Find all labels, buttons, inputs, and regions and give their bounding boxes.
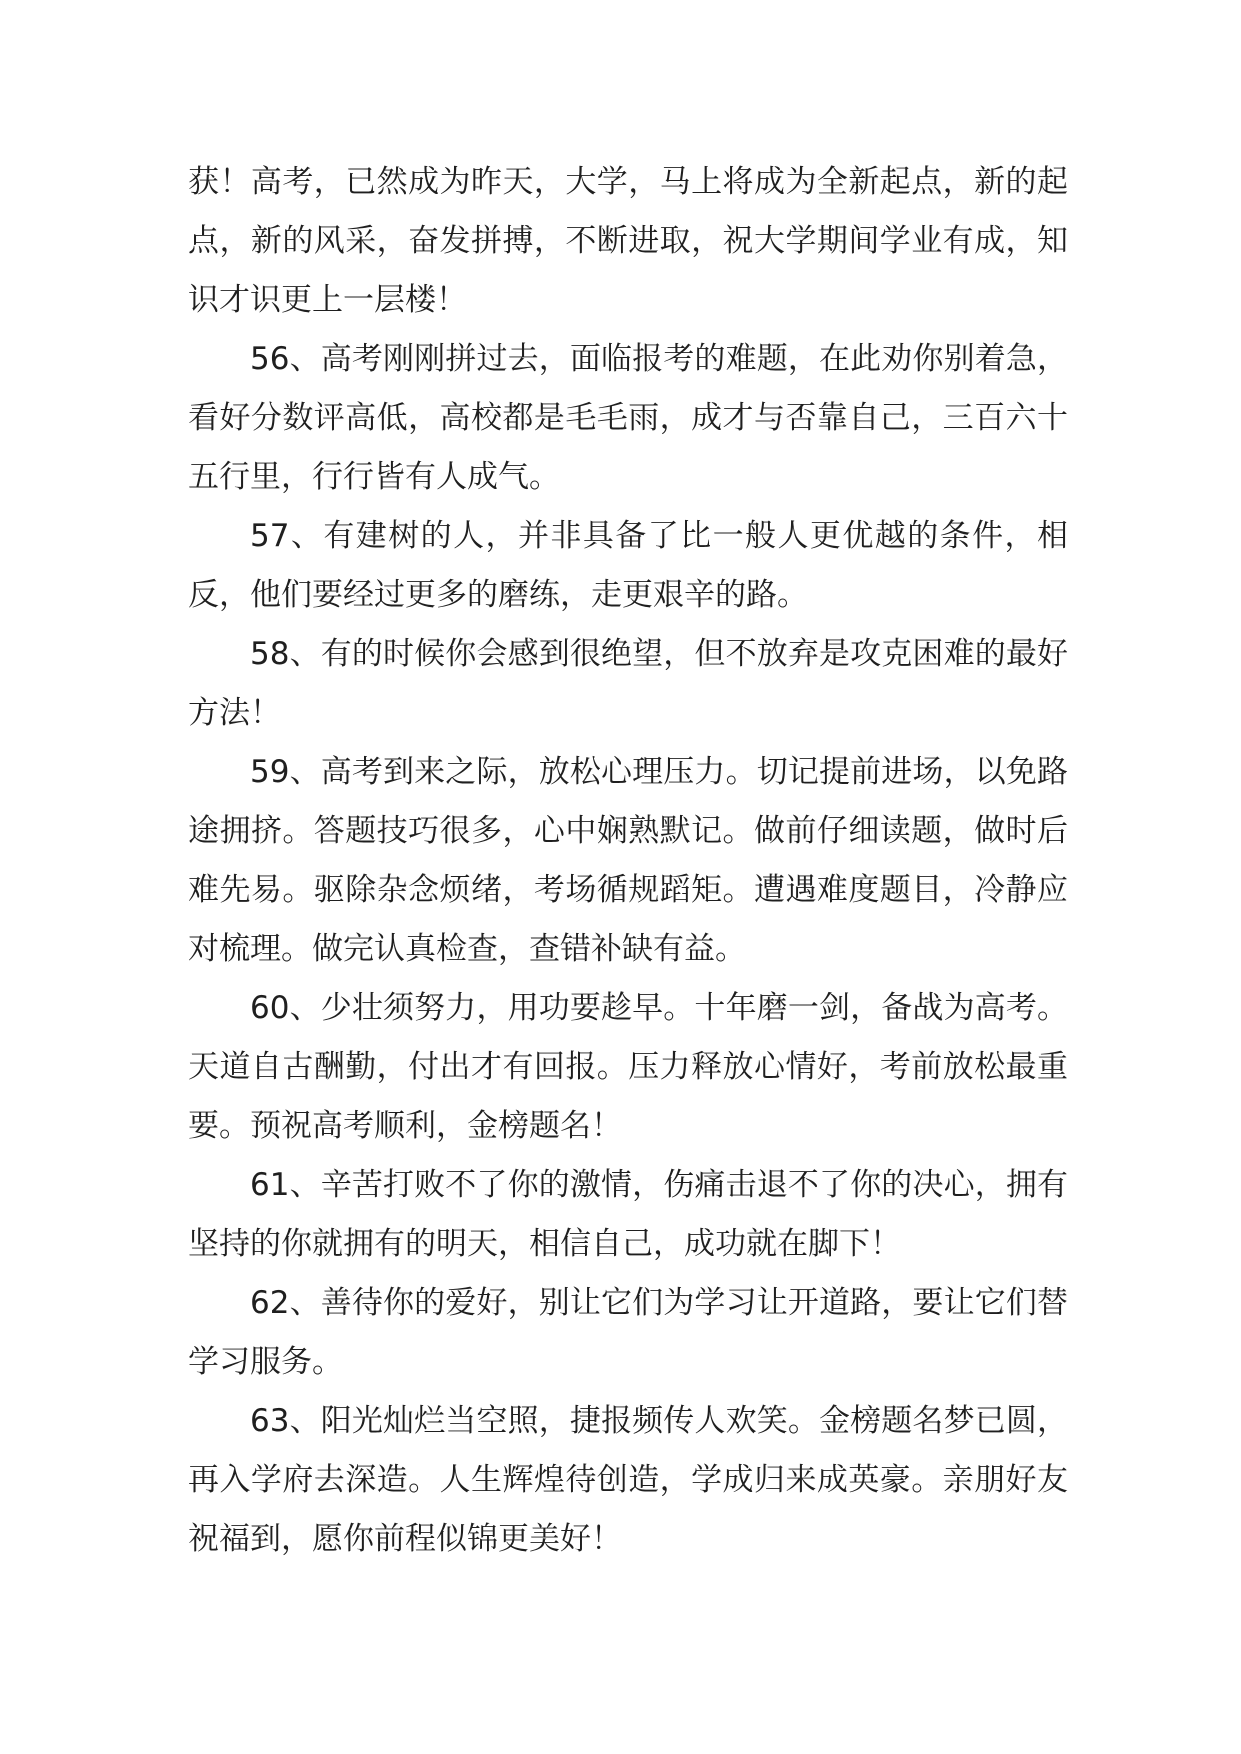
paragraph-59: 59、高考到来之际，放松心理压力。切记提前进场，以免路途拥挤。答题技巧很多，心中娴熟默记。做前仔细读题，做时后难先易。驱除杂念烦绪，考场循规蹈矩。遭遇难度题目，冷静应对梳理。做完认真检查，查错补缺有益。 [188,754,1068,967]
paragraph-62: 62、善待你的爱好，别让它们为学习让开道路，要让它们替学习服务。 [188,1285,1068,1380]
paragraph-56: 56、高考刚刚拼过去，面临报考的难题，在此劝你别着急，看好分数评高低，高校都是毛毛雨，成才与否靠自己，三百六十五行里，行行皆有人成气。 [188,341,1068,495]
paragraph-continued: 获！高考，已然成为昨天，大学，马上将成为全新起点，新的起点，新的风采，奋发拼搏，不断进取，祝大学期间学业有成，知识才识更上一层楼！ [188,164,1068,318]
paragraph-57: 57、有建树的人，并非具备了比一般人更优越的条件，相反，他们要经过更多的磨练，走更艰辛的路。 [188,518,1068,613]
paragraph-63: 63、阳光灿烂当空照，捷报频传人欢笑。金榜题名梦已圆，再入学府去深造。人生辉煌待创造，学成归来成英豪。亲朋好友祝福到，愿你前程似锦更美好！ [188,1403,1068,1557]
paragraph-61: 61、辛苦打败不了你的激情，伤痛击退不了你的决心，拥有坚持的你就拥有的明天，相信自己，成功就在脚下！ [188,1167,1068,1262]
paragraph-60: 60、少壮须努力，用功要趁早。十年磨一剑，备战为高考。天道自古酬勤，付出才有回报。压力释放心情好，考前放松最重要。预祝高考顺利，金榜题名！ [188,990,1068,1144]
paragraph-58: 58、有的时候你会感到很绝望，但不放弃是攻克困难的最好方法！ [188,636,1068,731]
document-body [188,153,1068,1569]
